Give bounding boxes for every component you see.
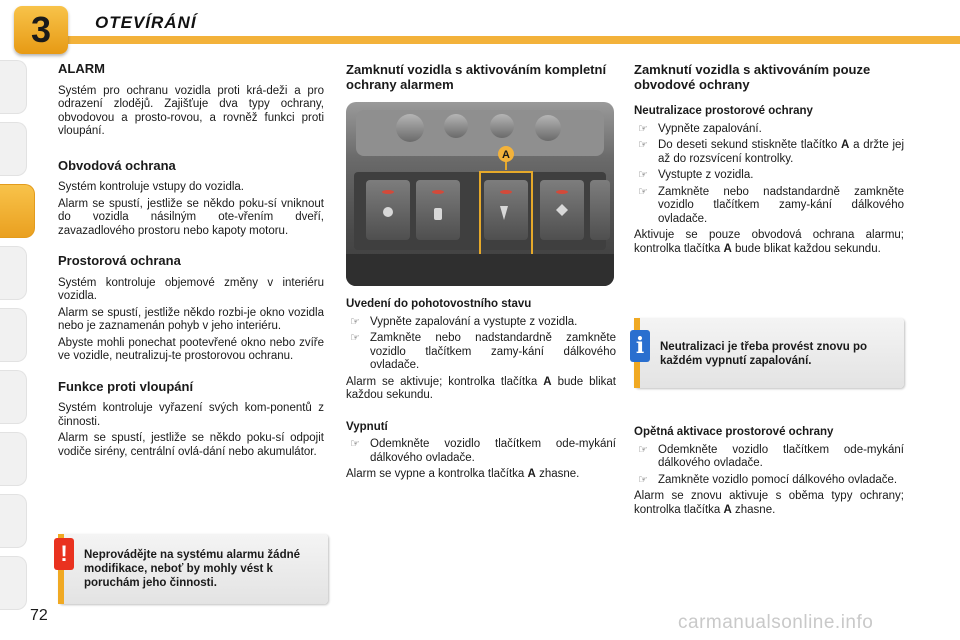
- page-number: 72: [30, 607, 48, 624]
- warning-note-text: Neprovádějte na systému alarmu žádné modifikace, neboť by mohly vést k poruchám jeho činnosti.: [84, 549, 301, 589]
- antitheft-p2: Alarm se spustí, jestliže se někdo poku-sí odpojit vodiče sirény, centrální ovlá-dání nebo akumulátor.: [58, 432, 324, 458]
- pointing-finger-icon: ☞: [638, 185, 648, 198]
- pointing-finger-icon: ☞: [638, 122, 648, 135]
- pointing-finger-icon: ☞: [350, 332, 360, 344]
- side-tab-9[interactable]: [0, 556, 27, 610]
- neutral-bullet-4: ☞ Zamkněte nebo nadstandardně zamkněte vozidlo tlačítkem zamy-kání dálkového ovladače.: [638, 185, 904, 225]
- reactivate-bullet-1: ☞ Odemkněte vozidlo tlačítkem ode-mykání dálkového ovladače.: [638, 443, 904, 469]
- antitheft-p1: Systém kontroluje vyřazení svých kom-ponentů z činnosti.: [58, 402, 324, 428]
- perimeter-title: Obvodová ochrana: [58, 157, 176, 173]
- side-tab-4[interactable]: [0, 246, 27, 300]
- reactivate-title: Opětná aktivace prostorové ochrany: [634, 426, 834, 438]
- chapter-number-badge: 3: [14, 6, 68, 54]
- neutral-bullet-3: ☞ Vystupte z vozidla.: [638, 169, 754, 181]
- neutral-bullet-2: ☞ Do deseti sekund stiskněte tlačítko A a držte jej až do rozsvícení kontrolky.: [638, 139, 905, 165]
- info-note: [634, 318, 904, 388]
- info-icon: i: [630, 330, 650, 362]
- antitheft-title: Funkce proti vloupání: [58, 378, 194, 394]
- side-tab-2[interactable]: [0, 122, 27, 176]
- off-bullet-1: ☞ Odemkněte vozidlo tlačítkem ode-mykání dálkového ovladače.: [350, 438, 616, 464]
- pointing-finger-icon: ☞: [350, 315, 360, 328]
- neutral-bullet-1: ☞ Vypněte zapalování.: [638, 122, 762, 135]
- warning-icon: !: [54, 538, 74, 570]
- dashboard-photo: [346, 102, 614, 286]
- pointing-finger-icon: ☞: [638, 169, 648, 181]
- perimeter-p2: Alarm se spustí, jestliže se někdo poku-sí vniknout do vozidla násilným ote-vřením dveří, zavazadlového prostoru nebo kapoty motoru.: [58, 197, 324, 237]
- side-tab-3-active[interactable]: [0, 184, 35, 238]
- pointing-finger-icon: ☞: [638, 139, 648, 151]
- standby-bullet-1: ☞ Vypněte zapalování a vystupte z vozidla.: [350, 315, 578, 328]
- column-alarm: [58, 62, 324, 459]
- full-alarm-title: Zamknutí vozidla s aktivováním kompletní ochrany alarmem: [346, 62, 607, 92]
- dashboard-switch-panel-illustration: [346, 102, 614, 286]
- volumetric-title: Prostorová ochrana: [58, 253, 181, 268]
- off-title: Vypnutí: [346, 420, 388, 433]
- side-tab-1[interactable]: [0, 60, 27, 114]
- alarm-text: Systém pro ochranu vozidla proti krá-deži a pro odrazení zlodějů. Zajišťuje dva typy ochrany, obvodovou a prosto-rovou, a rovněž funkci proti vloupání.: [58, 84, 324, 137]
- pointing-finger-icon: ☞: [638, 473, 648, 486]
- perimeter-alarm-title: Zamknutí vozidla s aktivováním pouze obvodové ochrany: [634, 62, 871, 92]
- side-tab-7[interactable]: [0, 432, 27, 486]
- volumetric-p1: Systém kontroluje objemové změny v interiéru vozidla.: [58, 276, 324, 302]
- column-full-alarm-body: [346, 298, 616, 482]
- column-full-alarm: [346, 62, 616, 92]
- neutral-text: Aktivuje se pouze obvodová ochrana alarmu; kontrolka tlačítka A bude blikat každou sekundu.: [634, 229, 904, 255]
- chapter-title: OTEVÍRÁNÍ: [95, 13, 197, 32]
- warning-note: [58, 534, 328, 604]
- reactivate-text: Alarm se znovu aktivuje s oběma typy ochrany; kontrolka tlačítka A zhasne.: [634, 490, 904, 516]
- standby-title: Uvedení do pohotovostního stavu: [346, 298, 532, 310]
- info-note-text: Neutralizaci je třeba provést znovu po každém vypnutí zapalování.: [660, 341, 868, 367]
- alarm-title: ALARM: [58, 61, 105, 76]
- reactivate-bullet-2: ☞ Zamkněte vozidlo pomocí dálkového ovladače.: [638, 473, 898, 486]
- side-tab-6[interactable]: [0, 370, 27, 424]
- standby-bullet-2: ☞ Zamkněte nebo nadstandardně zamkněte vozidlo tlačítkem zamy-kání dálkového ovladače.: [350, 332, 616, 371]
- column-perimeter-alarm: [634, 62, 904, 256]
- pointing-finger-icon: ☞: [350, 438, 360, 450]
- side-tab-5[interactable]: [0, 308, 27, 362]
- off-text: Alarm se vypne a kontrolka tlačítka A zhasne.: [346, 468, 580, 480]
- side-tab-8[interactable]: [0, 494, 27, 548]
- pointing-finger-icon: ☞: [638, 443, 648, 456]
- neutral-title: Neutralizace prostorové ochrany: [634, 105, 813, 117]
- perimeter-p1: Systém kontroluje vstupy do vozidla.: [58, 181, 245, 193]
- watermark: carmanualsonline.info: [678, 612, 874, 633]
- volumetric-p3: Abyste mohli ponechat pootevřené okno nebo zvíře ve vozidle, neutralizuj-te prostorovou ochranu.: [58, 336, 324, 362]
- standby-text: Alarm se aktivuje; kontrolka tlačítka A bude blikat každou sekundu.: [346, 375, 616, 401]
- photo-marker-a: A: [502, 149, 510, 161]
- column-reactivate: [634, 426, 904, 517]
- volumetric-p2: Alarm se spustí, jestliže někdo rozbi-je okno vozidla nebo je zaznamenán pohyb v jeho interiéru.: [58, 306, 324, 332]
- header-stripe: [56, 36, 960, 44]
